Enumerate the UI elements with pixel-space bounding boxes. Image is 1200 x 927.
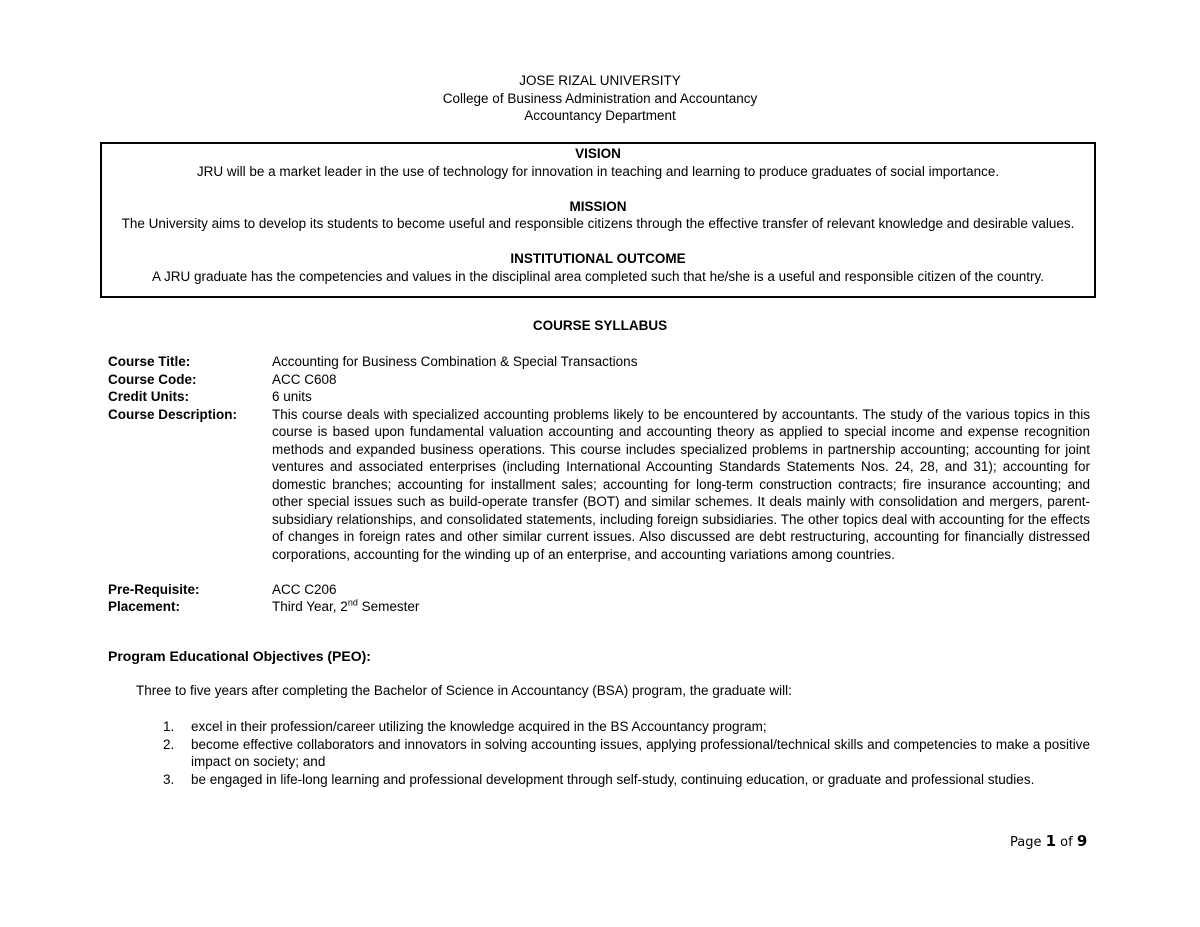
course-title-row xyxy=(108,353,1090,371)
course-code-value: ACC C608 xyxy=(272,371,337,387)
course-description-value: This course deals with specialized accounting problems likely to be encountered by accountants. The study of the various topics in this course is based upon fundamental valuation accounting and accounting theory as applied to special income and expense recognition methods and expanded business operations. This course includes specialized problems in partnership accounting; accounting for joint ventures and associated enterprises (including International Accounting Standards Statements Nos. 24, 28, and 31); accounting for domestic branches; accounting for installment sales; accounting for long-term construction contracts; fire insurance accounting; and other special issues such as build-operate transfer (BOT) and similar schemes. It deals mainly with consolidation and mergers, parent-subsidiary relationships, and consolidated statements, including foreign subsidiaries. The other topics deal with accounting for the effects of changes in foreign rates and other similar current issues. Also discussed are debt restructuring, accounting for financially distressed corporations, accounting for the winding up of an enterprise, and accounting variations among countries. xyxy=(272,406,1090,562)
list-item: 2. become effective collaborators and innovators in solving accounting issues, applying professional/technical skills and competencies to make a positive impact on society; and xyxy=(163,736,1090,769)
peo-list xyxy=(163,718,1090,788)
credit-units-value: 6 units xyxy=(272,389,312,404)
outcome-text: A JRU graduate has the competencies and values in the disciplinal area completed such that he/she is a useful and responsible citizen of the country. xyxy=(151,268,1045,284)
mission-heading: MISSION xyxy=(569,198,627,214)
prerequisite-label: Pre-Requisite: xyxy=(108,581,200,597)
outcome-heading: INSTITUTIONAL OUTCOME xyxy=(510,251,686,266)
department-name: Accountancy Department xyxy=(524,108,676,123)
syllabus-title: COURSE SYLLABUS xyxy=(532,318,668,333)
placement-label: Placement: xyxy=(108,599,181,614)
mission-text: The University aims to develop its students to become useful and responsible citizens through the effective transfer of relevant knowledge and desirable values. xyxy=(121,216,1075,231)
credit-units-row xyxy=(108,388,1090,406)
course-code-label: Course Code: xyxy=(108,371,197,387)
page-number: Page 1 of 9 xyxy=(1010,832,1088,850)
vision-heading: VISION xyxy=(575,146,621,161)
peo-intro: Three to five years after completing the Bachelor of Science in Accountancy (BSA) program, the graduate will: xyxy=(136,683,792,698)
course-description-row xyxy=(108,406,1090,564)
university-name: JOSE RIZAL UNIVERSITY xyxy=(519,73,681,88)
college-name: College of Business Administration and Accountancy xyxy=(442,90,758,106)
placement-row xyxy=(108,598,1090,616)
course-code-row xyxy=(108,371,1090,389)
prerequisite-row xyxy=(108,581,1090,599)
course-title-value: Accounting for Business Combination & Special Transactions xyxy=(272,354,638,369)
list-item: 3. be engaged in life-long learning and professional development through self-study, continuing education, or graduate and professional studies. xyxy=(163,771,1035,787)
peo-title: Program Educational Objectives (PEO): xyxy=(108,648,371,664)
prerequisite-value: ACC C206 xyxy=(272,581,337,597)
credit-units-label: Credit Units: xyxy=(108,389,189,404)
placement-value: Third Year, 2nd Semester xyxy=(272,597,420,614)
list-item: 1. excel in their profession/career utilizing the knowledge acquired in the BS Accountancy program; xyxy=(163,719,767,734)
document-header xyxy=(100,72,1100,125)
course-info xyxy=(108,353,1090,616)
vision-mission-box xyxy=(100,142,1096,298)
vision-text: JRU will be a market leader in the use of technology for innovation in teaching and learning to produce graduates of social importance. xyxy=(196,163,1000,179)
course-description-label: Course Description: xyxy=(108,406,238,422)
course-title-label: Course Title: xyxy=(108,354,191,369)
